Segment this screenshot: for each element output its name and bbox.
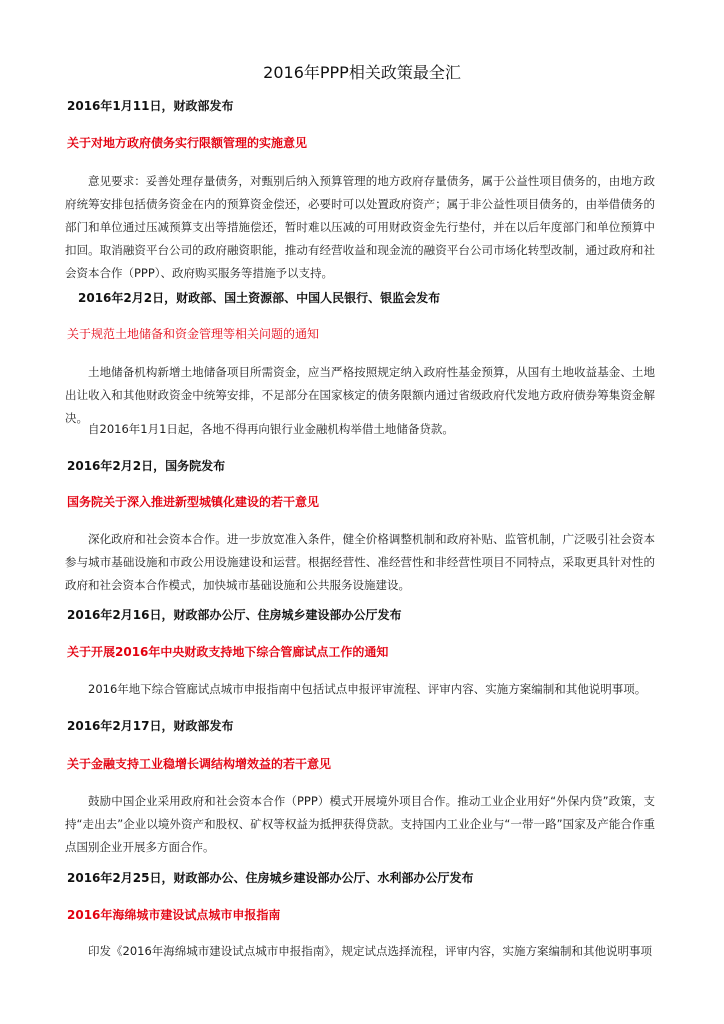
policy-paragraph: 自2016年1月1日起，各地不得再向银行业金融机构举借土地储备贷款。 <box>88 422 454 436</box>
policy-paragraph: 印发《2016年海绵城市建设试点城市申报指南》，规定试点选择流程，评审内容，实施方案编制和其他说明事项 <box>88 944 653 958</box>
policy-link[interactable]: 国务院关于深入推进新型城镇化建设的若干意见 <box>67 495 320 509</box>
policy-link[interactable]: 关于对地方政府债务实行限额管理的实施意见 <box>67 136 308 150</box>
page-title: 2016年PPP相关政策最全汇 <box>263 63 461 82</box>
policy-paragraph: 深化政府和社会资本合作。进一步放宽准入条件，健全价格调整机制和政府补贴、监管机制，广泛吸引社会资本参与城市基础设施和市政公用设施建设和运营。根据经营性、准经营性和非经营性项目不同特点，采取更具针对性的政府和社会资本合作模式，加快城市基础设施和公共服务设施建设。 <box>65 532 655 592</box>
section-date: 2016年2月16日，财政部办公厅、住房城乡建设部办公厅发布 <box>67 608 402 622</box>
policy-link[interactable]: 关于开展2016年中央财政支持地下综合管廊试点工作的通知 <box>67 645 389 659</box>
policy-paragraph: 土地储备机构新增土地储备项目所需资金，应当严格按照规定纳入政府性基金预算，从国有土地收益基金、土地出让收入和其他财政资金中统筹安排，不足部分在国家核定的债务限额内通过省级政府代发地方政府债券筹集资金解决。 <box>65 365 655 425</box>
section-date: 2016年2月17日，财政部发布 <box>67 719 234 733</box>
policy-paragraph: 意见要求：妥善处理存量债务，对甄别后纳入预算管理的地方政府存量债务，属于公益性项目债务的，由地方政府统筹安排包括债务资金在内的预算资金偿还，必要时可以处置政府资产；属于非公益性项目债务的，由举借债务的部门和单位通过压减预算支出等措施偿还，暂时难以压减的可用财政资金先行垫付，并在以后年度部门和单位预算中扣回。取消融资平台公司的政府融资职能，推动有经营收益和现金流的融资平台公司市场化转型改制，通过政府和社会资本合作（PPP）、政府购买服务等措施予以支持。 <box>65 174 655 280</box>
section-date: 2016年1月11日，财政部发布 <box>67 99 234 113</box>
policy-link[interactable]: 2016年海绵城市建设试点城市申报指南 <box>67 908 281 922</box>
section-date: 2016年2月2日，财政部、国土资源部、中国人民银行、银监会发布 <box>78 291 441 305</box>
policy-link[interactable]: 关于金融支持工业稳增长调结构增效益的若干意见 <box>67 757 332 771</box>
policy-link[interactable]: 关于规范土地储备和资金管理等相关问题的通知 <box>67 327 320 341</box>
policy-paragraph: 鼓励中国企业采用政府和社会资本合作（PPP）模式开展境外项目合作。推动工业企业用好“外保内贷”政策，支持“走出去”企业以境外资产和股权、矿权等权益为抵押获得贷款。支持国内工业企业与“一带一路”国家及产能合作重点国别企业开展多方面合作。 <box>65 794 655 854</box>
section-date: 2016年2月25日，财政部办公、住房城乡建设部办公厅、水利部办公厅发布 <box>67 871 474 885</box>
section-date: 2016年2月2日，国务院发布 <box>67 459 226 473</box>
policy-paragraph: 2016年地下综合管廊试点城市申报指南中包括试点申报评审流程、评审内容、实施方案编制和其他说明事项。 <box>88 682 647 696</box>
